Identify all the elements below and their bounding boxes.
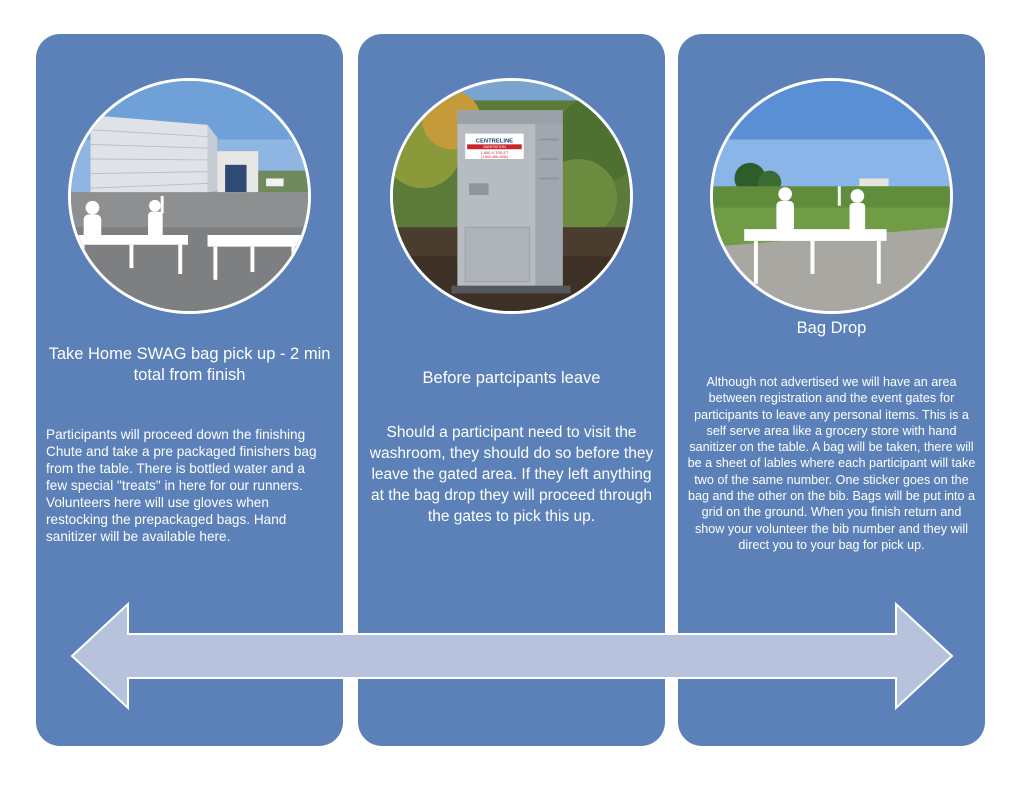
sign-brand: CENTRELINE xyxy=(475,138,514,145)
sign-subtitle: SANITATION xyxy=(483,144,506,150)
panel-description: Although not advertised we will have an area between registration and the event gates for participants to leave any personal items. This is a self serve area like a grocery store with hand sanitizer on the table. A bag will be taken, there will be a sheet of lables where each participant will take two of the same number. One sticker goes on the bag and the other on the bib. Bags will be put into a grid on the ground. When you finish return and show your volunteer the bib number and they will direct you to your bag for pick up. xyxy=(687,375,976,552)
panel-title: Take Home SWAG bag pick up - 2 min total from finish xyxy=(48,345,331,384)
panel-title: Before partcipants leave xyxy=(422,369,601,387)
panel-washroom xyxy=(358,34,665,746)
panel-description: Participants will proceed down the finishing Chute and take a pre packaged finishers bag from the table. There is bottled water and a few special "treats" in here for our runners. Volunteers here will use gloves when restocking the prepackaged bags. Hand sanitizer will be available here. xyxy=(46,427,317,544)
panel-swag-pickup xyxy=(36,34,343,746)
panel-bag-drop xyxy=(678,34,985,746)
sign-phone: 1-800-4-TOILET xyxy=(480,150,509,156)
warehouse-tables-photo xyxy=(68,78,311,314)
panel-title: Bag Drop xyxy=(796,319,867,337)
field-table-photo xyxy=(710,78,953,314)
portable-toilet-photo xyxy=(390,78,633,314)
panel-description: Should a participant need to visit the washroom, they should do so before they leave the gated area. If they left anything at the bag drop they will proceed through the gates to pick this up. xyxy=(369,424,654,525)
sign-phone-digits: (1-800-486-4538) xyxy=(481,154,508,159)
